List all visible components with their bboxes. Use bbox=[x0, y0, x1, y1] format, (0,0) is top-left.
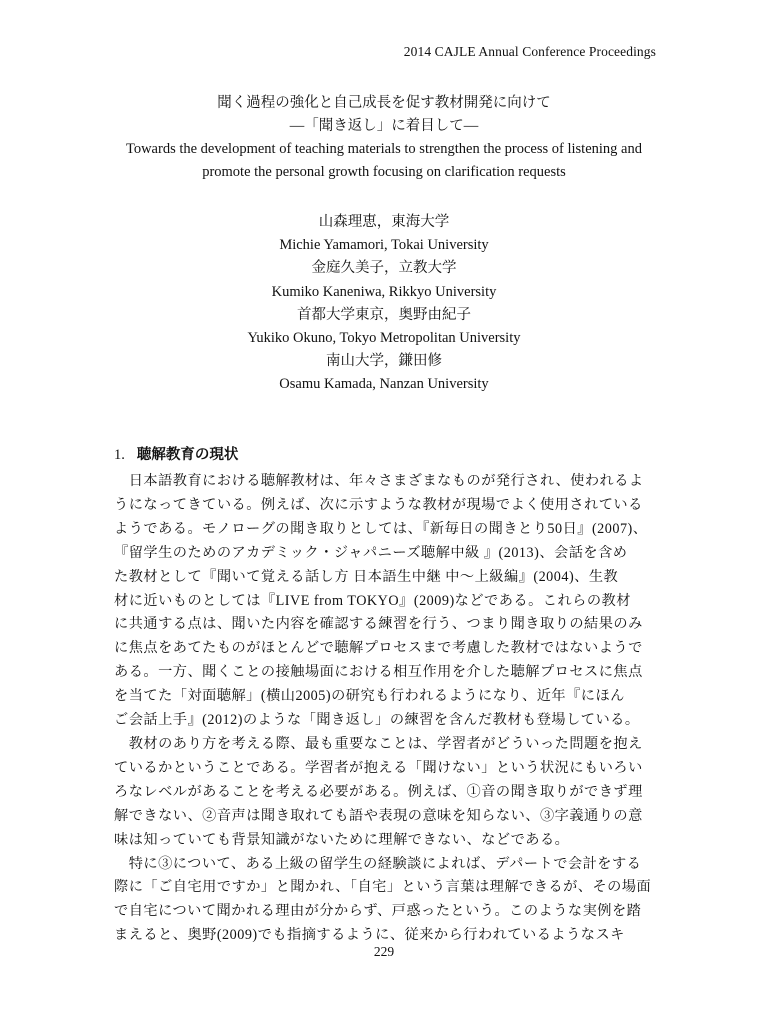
author-3-japanese: 首都大学東京，奥野由紀子 bbox=[297, 306, 471, 323]
section-number: 1. bbox=[114, 447, 125, 463]
section-title: 聴解教育の現状 bbox=[136, 447, 239, 463]
author-2-japanese: 金庭久美子，立教大学 bbox=[311, 260, 457, 277]
body-line: 際に「ご自宅用ですか」と聞かれ、「自宅」という言葉は理解できるが、その場面 bbox=[114, 879, 652, 896]
running-header: 2014 CAJLE Annual Conference Proceedings bbox=[403, 44, 656, 59]
body-line: ようである。モノローグの聞き取りとしては、『新毎日の聞きとり50日』(2007)、 bbox=[114, 520, 648, 537]
author-1-english: Michie Yamamori, Tokai University bbox=[279, 237, 489, 254]
body-line: まえると、奥野(2009)でも指摘するように、従来から行われているようなスキ bbox=[114, 927, 625, 944]
body-line: で自宅について聞かれる理由が分からず、戸惑ったという。このような実例を踏 bbox=[114, 903, 642, 920]
body-line: 教材のあり方を考える際、最も重要なことは、学習者がどういった問題を抱え bbox=[114, 735, 643, 752]
body-line: に共通する点は、聞いた内容を確認する練習を行う、つまり聞き取りの結果のみ bbox=[114, 616, 643, 633]
body-line: 解できない、②音声は聞き取れても語や表現の意味を知らない、③字義通りの意 bbox=[114, 807, 643, 824]
section-1 bbox=[114, 444, 658, 948]
body-line: 『留学生のためのアカデミック・ジャパニーズ聴解中級 』(2013)、会話を含め bbox=[114, 544, 628, 561]
body-line: た教材として『聞いて覚える話し方 日本語生中継 中～上級編』(2004)、生教 bbox=[114, 568, 619, 585]
subtitle-japanese: ―「聞き返し」に着目して― bbox=[289, 118, 479, 134]
author-1-japanese: 山森理恵，東海大学 bbox=[318, 214, 450, 230]
body-line: 日本語教育における聴解教材は、年々さまざまなものが発行され、使われるよ bbox=[114, 473, 644, 489]
body-line: を当てた「対面聴解」(横山2005)の研究も行われるようになり、近年『にほん bbox=[114, 688, 625, 705]
page-number: 229 bbox=[373, 944, 395, 959]
author-list bbox=[100, 211, 668, 397]
section-heading bbox=[114, 444, 658, 466]
title-japanese: 聞く過程の強化と自己成長を促す教材開発に向けて bbox=[217, 95, 551, 111]
title-block bbox=[100, 92, 668, 184]
body-line: ある。一方、聞くことの接触場面における相互作用を介した聴解プロセスに焦点 bbox=[114, 664, 643, 681]
author-4-english: Osamu Kamada, Nanzan University bbox=[279, 376, 489, 393]
author-3-english: Yukiko Okuno, Tokyo Metropolitan University bbox=[247, 330, 521, 347]
body-line: うになってきている。例えば、次に示すような教材が現場でよく使用されている bbox=[114, 496, 643, 513]
author-4-japanese: 南山大学，鎌田修 bbox=[326, 353, 442, 370]
author-2-english: Kumiko Kaneniwa, Rikkyo University bbox=[271, 283, 497, 300]
body-line: 味は知っていても背景知識がないために理解できない、などである。 bbox=[114, 831, 570, 848]
body-line: 材に近いものとしては『LIVE from TOKYO』(2009)などである。これらの教材 bbox=[114, 592, 631, 609]
body-line: ろなレベルがあることを考える必要がある。例えば、①音の聞き取りができず理 bbox=[114, 783, 643, 800]
body-line: 特に③について、ある上級の留学生の経験談によれば、デパートで会計をする bbox=[114, 855, 642, 872]
body-line: ご会話上手』(2012)のような「聞き返し」の練習を含んだ教材も登場している。 bbox=[114, 712, 640, 729]
body-line: ているかということである。学習者が抱える「聞けない」という状況にもいろい bbox=[114, 759, 643, 776]
title-english-line-2: promote the personal growth focusing on clarification requests bbox=[202, 164, 566, 180]
title-english-line-1: Towards the development of teaching materials to strengthen the process of listening and bbox=[125, 141, 642, 157]
body-line: に焦点をあてたものがほとんどで聴解プロセスまで考慮した教材ではないようで bbox=[114, 640, 643, 657]
